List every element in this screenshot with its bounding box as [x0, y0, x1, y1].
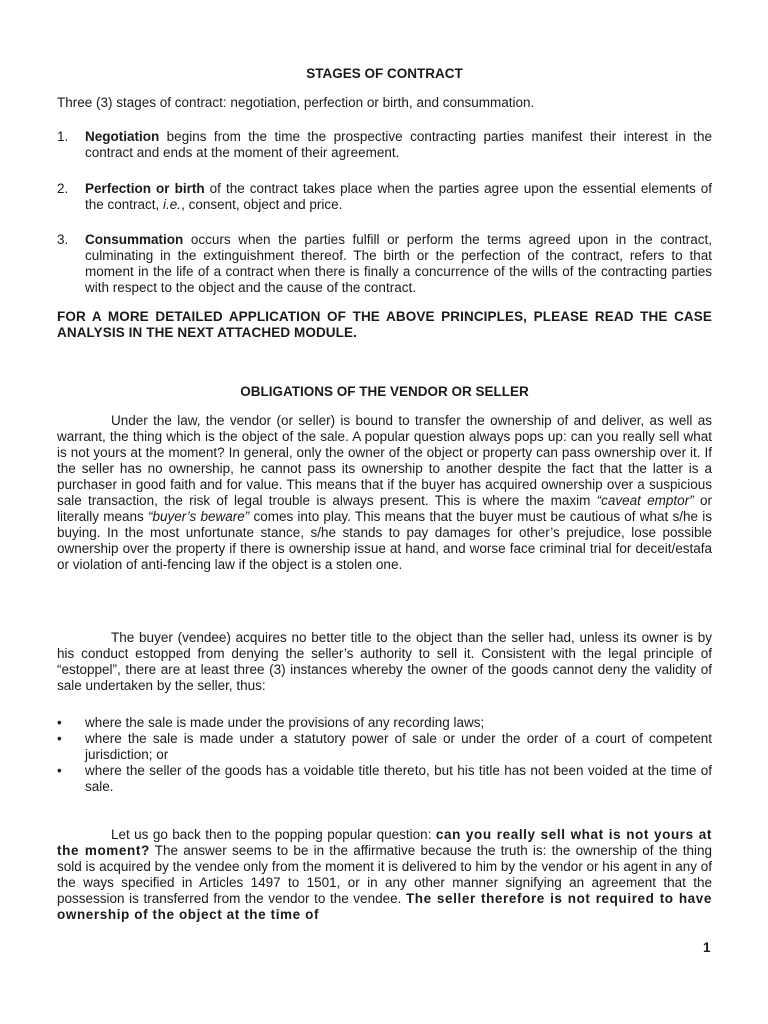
stage-term: Perfection or birth [85, 181, 205, 196]
bullet-icon: • [57, 763, 62, 778]
list-item: • where the sale is made under a statutory power of sale or under the order of a court of competent jurisdiction; or [57, 731, 712, 762]
page-title: STAGES OF CONTRACT [306, 66, 463, 81]
stage-item-1 [57, 129, 712, 161]
instances-list [57, 715, 712, 795]
page-number: 1 [703, 940, 711, 955]
popular-question-paragraph: Let us go back then to the popping popular question: can you really sell what is not yours at the moment? The answer seems to be in the affirmative because the truth is: the ownership of the thing sold is acquired by the vendee only from the moment it is delivered to him by the vendor or his agent in any of the ways specified in Articles 1497 to 1501, or in any other manner signifying an agreement that the possession is transferred from the vendor to the vendee. The seller therefore is not required to have ownership of the object at the time of [57, 827, 712, 922]
module-notice: FOR A MORE DETAILED APPLICATION OF THE ABOVE PRINCIPLES, PLEASE READ THE CASE ANALYSIS IN THE NEXT ATTACHED MODULE. [57, 309, 712, 340]
stage-text: begins from the time the prospective contracting parties manifest their interest in the contract and ends at the moment of their agreement. [85, 129, 712, 160]
stage-text-end: , consent, object and price. [181, 197, 343, 212]
vendor-obligations-paragraph: Under the law, the vendor (or seller) is bound to transfer the ownership of and deliver, as well as warrant, the thing which is the object of the sale. A popular question always pops up: can you really sell what is not yours at the moment? In general, only the owner of the object or property can pass ownership over it. If the seller has no ownership, he cannot pass its ownership to another despite the fact that the latter is a purchaser in good faith and for value. This means that if the buyer has acquired ownership over a suspicious sale transaction, the risk of legal trouble is always present. This is where the maxim “caveat emptor” or literally means “buyer’s beware” comes into play. This means that the buyer must be cautious of what s/he is buying. In the most unfortunate stance, s/he stands to pay damages for other’s prejudice, lose possible ownership over the property if there is ownership issue at hand, and worse face criminal trial for deceit/estafa or violation of anti-fencing law if the object is a stolen one. [57, 413, 712, 572]
stage-text: of the contract takes place when the parties agree upon the essential elements of the contract, [85, 181, 712, 212]
maxim-meaning: “buyer’s beware” [147, 509, 250, 524]
stage-term: Consummation [85, 232, 184, 247]
section-title: OBLIGATIONS OF THE VENDOR OR SELLER [240, 384, 529, 399]
stage-number: 2. [57, 181, 69, 196]
list-item: • where the sale is made under the provisions of any recording laws; [57, 715, 485, 730]
stage-term: Negotiation [85, 129, 160, 144]
intro-text: Three (3) stages of contract: negotiation, perfection or birth, and consummation. [57, 95, 535, 110]
bullet-icon: • [57, 731, 62, 746]
stage-number: 1. [57, 129, 69, 144]
seller-conclusion: The seller therefore is not required to have ownership of the object at the time of [57, 891, 712, 922]
stage-abbrev: i.e. [163, 197, 182, 212]
popular-question: can you really sell what is not yours at the moment? [57, 827, 712, 858]
maxim-text: “caveat emptor” [596, 493, 694, 508]
bullet-icon: • [57, 715, 62, 730]
stage-item-3 [57, 232, 712, 296]
estoppel-paragraph: The buyer (vendee) acquires no better title to the object than the seller had, unless its owner is by his conduct estopped from denying the seller’s authority to sell it. Consistent with the legal principle of “estoppel”, there are at least three (3) instances whereby the owner of the goods cannot deny the validity of sale undertaken by the seller, thus: [57, 630, 712, 693]
list-item: • where the seller of the goods has a voidable title thereto, but his title has not been voided at the time of sale. [57, 763, 712, 794]
stage-number: 3. [57, 232, 69, 247]
stage-item-2 [57, 181, 712, 213]
stage-text: occurs when the parties fulfill or perform the terms agreed upon in the contract, culminating in the extinguishment thereof. The birth or the perfection of the contract, refers to that moment in the life of a contract when there is finally a concurrence of the wills of the contracting parties with respect to the object and the cause of the contract. [85, 232, 712, 295]
